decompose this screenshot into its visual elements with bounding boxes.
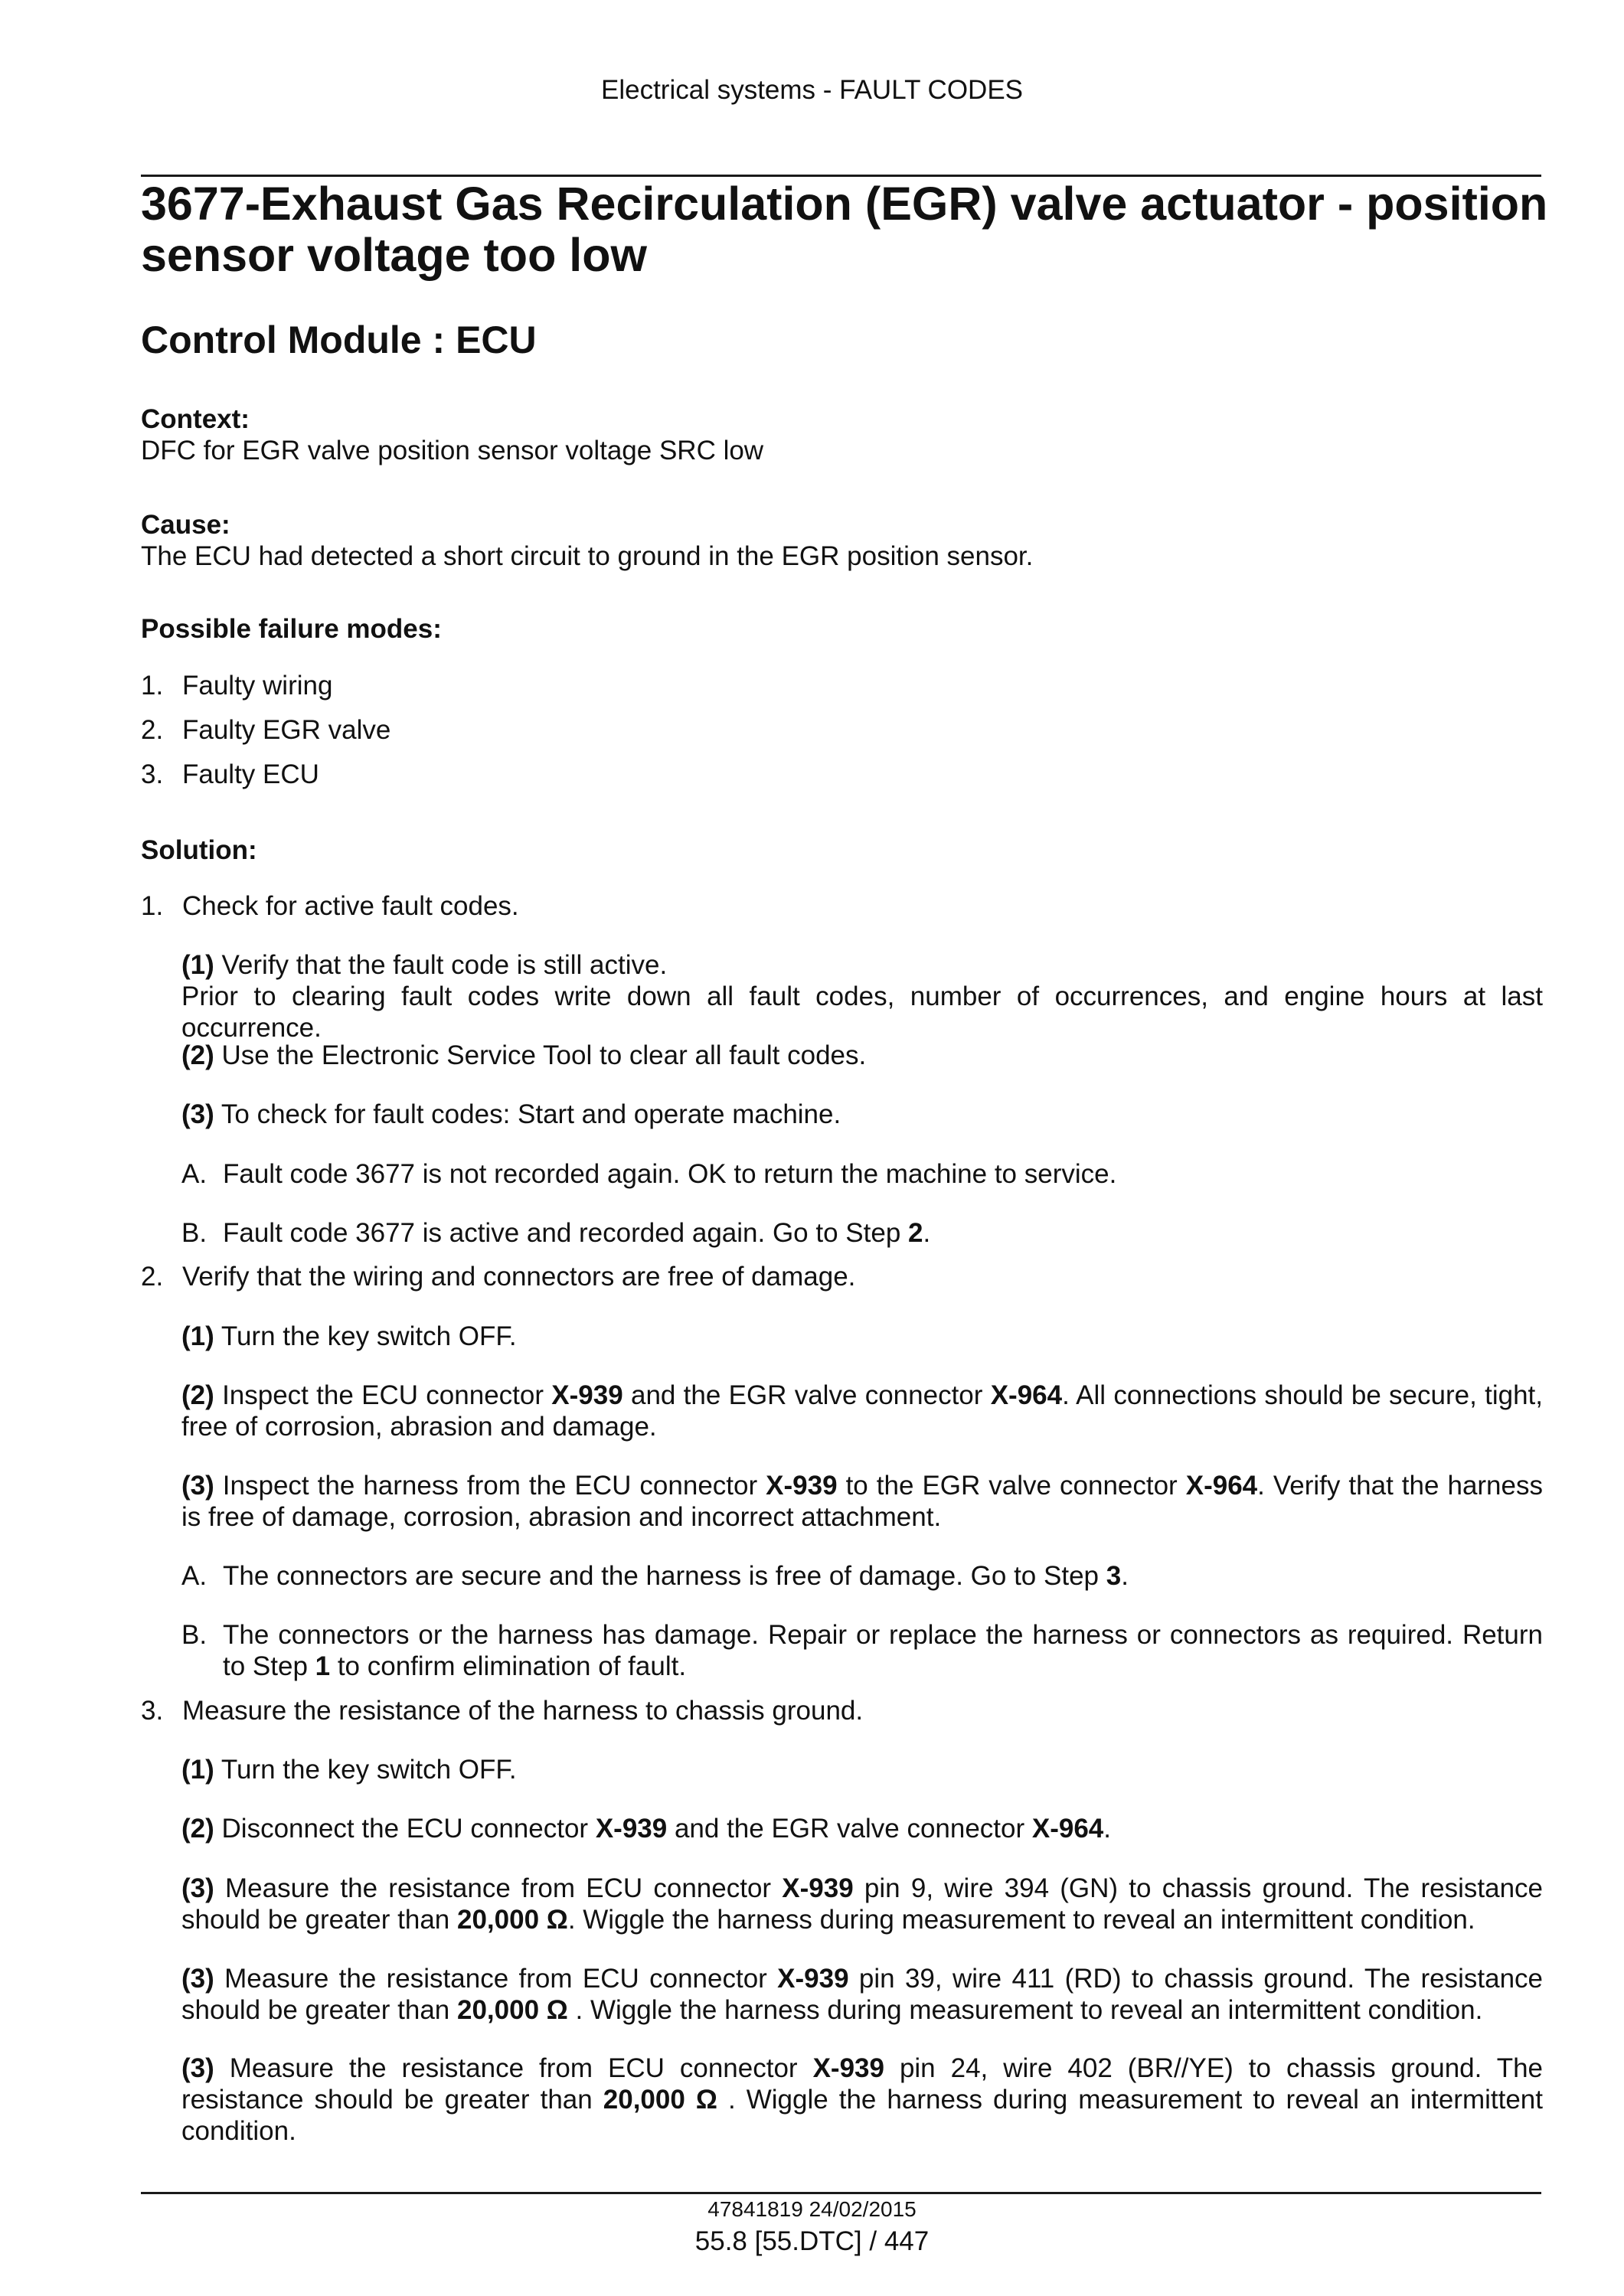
substep xyxy=(181,1813,1543,1844)
context-label: Context: xyxy=(141,404,250,434)
substep-text: pin 24, wire 402 (BR//YE) to chassis ground. The resistance should be greater than xyxy=(181,2053,1544,2115)
substep-text: . xyxy=(1103,1814,1112,1844)
resistance-value: 20,000 Ω xyxy=(456,1905,568,1935)
connector-id: X-939 xyxy=(551,1380,623,1410)
list-number: 2. xyxy=(141,1262,164,1292)
outcome-text-main: Fault code 3677 is active and recorded again. Go to Step xyxy=(223,1218,909,1248)
substep-tag: (3) xyxy=(181,1099,214,1129)
substep-tag: (3) xyxy=(181,2053,214,2083)
substep xyxy=(181,949,1543,1043)
step-text: Measure the resistance of the harness to chassis ground. xyxy=(182,1696,864,1726)
substep xyxy=(181,2053,1543,2147)
outcome-letter: A. xyxy=(181,1159,207,1189)
substep-text: . All connections should be secure, tight, free of corrosion, abrasion and damage. xyxy=(181,1380,1543,1442)
substep-text: Use the Electronic Service Tool to clear all fault codes. xyxy=(221,1040,867,1070)
cause-label: Cause: xyxy=(141,510,230,540)
list-number: 3. xyxy=(141,1696,164,1726)
substep-text: and the EGR valve connector xyxy=(622,1380,991,1410)
connector-id: X-939 xyxy=(812,2053,884,2083)
solution-label: Solution: xyxy=(141,835,257,865)
connector-id: X-939 xyxy=(777,1964,849,1994)
step-text: Verify that the wiring and connectors are free of damage. xyxy=(182,1262,856,1292)
substep-text: Measure the resistance from ECU connector xyxy=(224,1964,778,1994)
connector-id: X-964 xyxy=(990,1380,1063,1410)
substep xyxy=(181,1754,1543,1785)
substep-text: . Wiggle the harness during measurement to reveal an intermittent condition. xyxy=(567,1905,1475,1935)
step-text: Check for active fault codes. xyxy=(182,891,519,921)
outcome-text xyxy=(223,1560,1543,1592)
document-id: 47841819 24/02/2015 xyxy=(707,2197,917,2221)
substep-text: Measure the resistance from ECU connector xyxy=(229,2053,813,2083)
substep-text-continued: Prior to clearing fault codes write down all fault codes, number of occurrences, and engine hours at last occurrence. xyxy=(181,981,1543,1043)
failure-mode-text: Faulty ECU xyxy=(182,759,319,789)
outcome-letter: B. xyxy=(181,1218,207,1248)
substep-text: pin 39, wire 411 (RD) to chassis ground. The resistance should be greater than xyxy=(181,1964,1543,2025)
substep xyxy=(181,1963,1543,2026)
control-module-value: ECU xyxy=(456,318,537,361)
resistance-value: 20,000 Ω xyxy=(456,1995,568,2025)
list-number: 1. xyxy=(141,671,164,701)
substep-text: Measure the resistance from ECU connector xyxy=(225,1873,783,1903)
substep-text: Turn the key switch OFF. xyxy=(221,1321,517,1351)
step-reference: 2 xyxy=(908,1218,923,1248)
substep-text: Disconnect the ECU connector xyxy=(221,1814,596,1844)
list-number: 2. xyxy=(141,715,164,745)
substep-tag: (1) xyxy=(181,1321,214,1351)
header-divider xyxy=(141,175,1541,177)
connector-id: X-939 xyxy=(766,1471,838,1501)
resistance-value: 20,000 Ω xyxy=(603,2085,717,2115)
substep xyxy=(181,1040,1543,1071)
failure-mode-text: Faulty wiring xyxy=(182,671,333,701)
substep xyxy=(181,1099,1543,1130)
substep xyxy=(181,1321,1543,1352)
list-number: 1. xyxy=(141,891,164,921)
substep-text: pin 9, wire 394 (GN) to chassis ground. The resistance should be greater than xyxy=(181,1873,1543,1935)
control-module-heading xyxy=(141,317,537,363)
step-reference: 3 xyxy=(1106,1561,1122,1591)
outcome-text xyxy=(223,1619,1543,1682)
substep-tag: (1) xyxy=(181,950,214,980)
substep-text: . Verify that the harness is free of damage, corrosion, abrasion and incorrect attachment. xyxy=(181,1471,1543,1532)
outcome-text: Fault code 3677 is not recorded again. OK to return the machine to service. xyxy=(223,1159,1117,1189)
substep-text: . Wiggle the harness during measurement to reveal an intermittent condition. xyxy=(181,2085,1543,2146)
connector-id: X-939 xyxy=(782,1873,854,1903)
connector-id: X-964 xyxy=(1185,1471,1258,1501)
context-text: DFC for EGR valve position sensor voltage SRC low xyxy=(141,436,764,465)
failure-modes-label: Possible failure modes: xyxy=(141,614,442,644)
page-reference: 55.8 [55.DTC] / 447 xyxy=(694,2226,930,2256)
connector-id: X-939 xyxy=(595,1814,668,1844)
substep-text: To check for fault codes: Start and operate machine. xyxy=(221,1099,841,1129)
outcome-text-end: . xyxy=(1121,1561,1129,1591)
substep xyxy=(181,1380,1543,1442)
substep-tag: (2) xyxy=(181,1380,214,1410)
substep-text: Turn the key switch OFF. xyxy=(221,1755,517,1785)
substep-tag: (3) xyxy=(181,1964,214,1994)
outcome-letter: B. xyxy=(181,1620,207,1650)
running-header: Electrical systems - FAULT CODES xyxy=(600,75,1024,105)
substep-tag: (2) xyxy=(181,1040,214,1070)
connector-id: X-964 xyxy=(1031,1814,1104,1844)
cause-text: The ECU had detected a short circuit to ground in the EGR position sensor. xyxy=(141,541,1034,571)
outcome-text-end: to confirm elimination of fault. xyxy=(330,1651,687,1681)
substep-text: Verify that the fault code is still active. xyxy=(221,950,668,980)
list-number: 3. xyxy=(141,759,164,789)
outcome-text-end: . xyxy=(923,1218,931,1248)
substep-text: . Wiggle the harness during measurement to reveal an intermittent condition. xyxy=(567,1995,1483,2025)
substep-text: and the EGR valve connector xyxy=(667,1814,1032,1844)
substep-tag: (3) xyxy=(181,1471,214,1501)
fault-code-title: 3677-Exhaust Gas Recirculation (EGR) valve actuator - position sensor voltage too low xyxy=(141,178,1548,281)
outcome-letter: A. xyxy=(181,1561,207,1591)
substep-text: Inspect the harness from the ECU connector xyxy=(222,1471,766,1501)
substep-tag: (2) xyxy=(181,1814,214,1844)
substep xyxy=(181,1470,1543,1533)
substep-text: to the EGR valve connector xyxy=(837,1471,1186,1501)
outcome-text-main: The connectors are secure and the harness is free of damage. Go to Step xyxy=(223,1561,1106,1591)
failure-mode-text: Faulty EGR valve xyxy=(182,715,391,745)
outcome-text-main: The connectors or the harness has damage. Repair or replace the harness or connectors as required. Return to Step xyxy=(223,1620,1543,1681)
substep xyxy=(181,1873,1543,1935)
step-reference: 1 xyxy=(315,1651,331,1681)
substep-text: Inspect the ECU connector xyxy=(222,1380,552,1410)
control-module-label: Control Module : xyxy=(141,318,446,361)
footer-divider xyxy=(141,2192,1541,2194)
substep-tag: (3) xyxy=(181,1873,214,1903)
substep-tag: (1) xyxy=(181,1755,214,1785)
outcome-text xyxy=(223,1217,1543,1249)
